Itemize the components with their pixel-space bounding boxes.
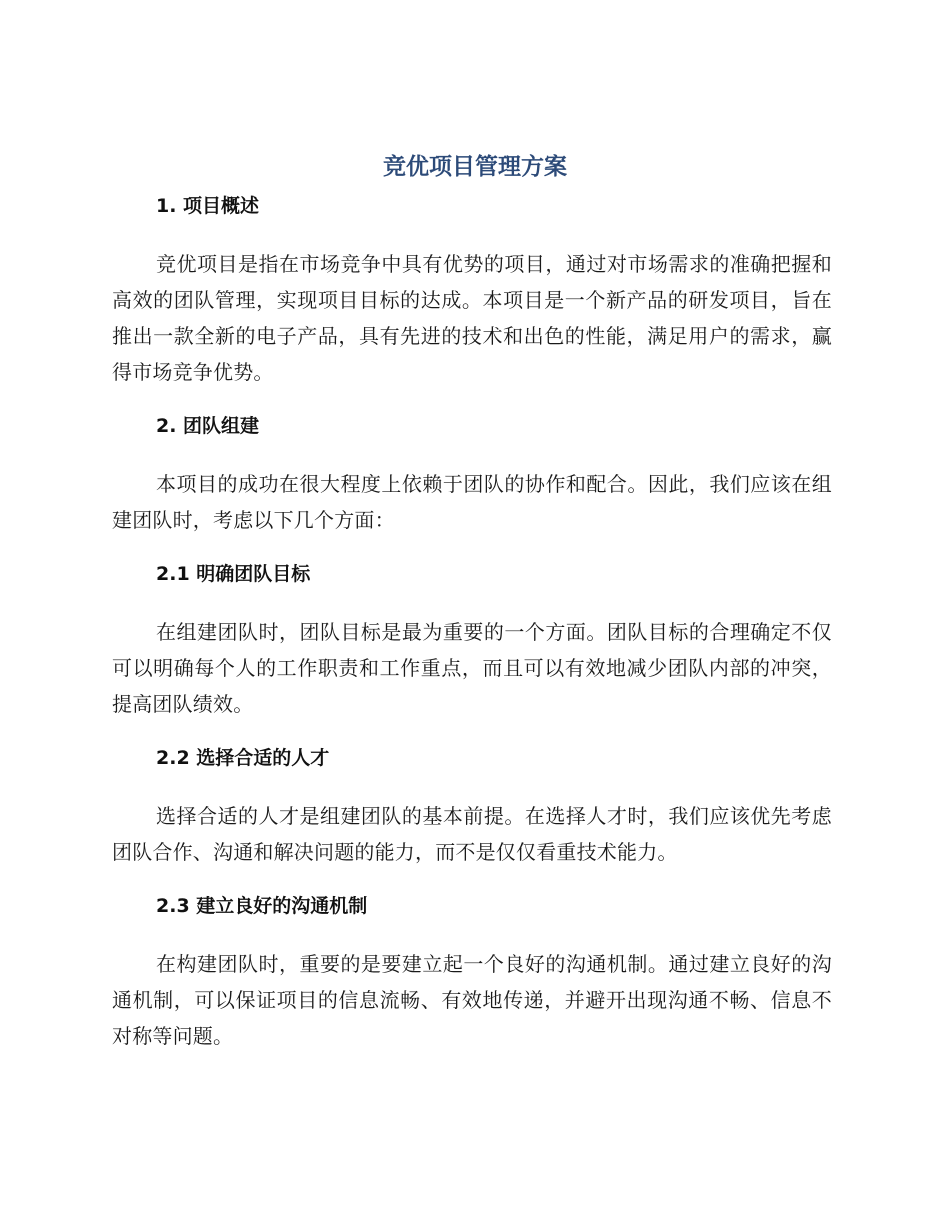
section-paragraph-talent: 选择合适的人才是组建团队的基本前提。在选择人才时，我们应该优先考虑团队合作、沟通和解决问题的能力，而不是仅仅看重技术能力。: [112, 804, 832, 864]
section-heading-communication: 2.3 建立良好的沟通机制: [156, 895, 368, 917]
section-heading-overview: 1. 项目概述: [156, 195, 260, 217]
section-paragraph-team-goals: 在组建团队时，团队目标是最为重要的一个方面。团队目标的合理确定不仅可以明确每个人的工作职责和工作重点，而且可以有效地减少团队内部的冲突，提高团队绩效。: [112, 620, 832, 716]
document-body: [112, 190, 832, 1054]
section-paragraph-communication: 在构建团队时，重要的是要建立起一个良好的沟通机制。通过建立良好的沟通机制，可以保证项目的信息流畅、有效地传递，并避开出现沟通不畅、信息不对称等问题。: [112, 952, 832, 1048]
section-heading-talent: 2.2 选择合适的人才: [156, 747, 330, 769]
section-paragraph-overview: 竞优项目是指在市场竞争中具有优势的项目，通过对市场需求的准确把握和高效的团队管理，实现项目目标的达成。本项目是一个新产品的研发项目，旨在推出一款全新的电子产品，具有先进的技术和出色的性能，满足用户的需求，赢得市场竞争优势。: [112, 252, 832, 384]
section-heading-team-building: 2. 团队组建: [156, 415, 260, 437]
section-heading-team-goals: 2.1 明确团队目标: [156, 563, 311, 585]
section-paragraph-team-building: 本项目的成功在很大程度上依赖于团队的协作和配合。因此，我们应该在组建团队时，考虑以下几个方面：: [112, 472, 832, 532]
document-title: 竞优项目管理方案: [383, 154, 567, 180]
